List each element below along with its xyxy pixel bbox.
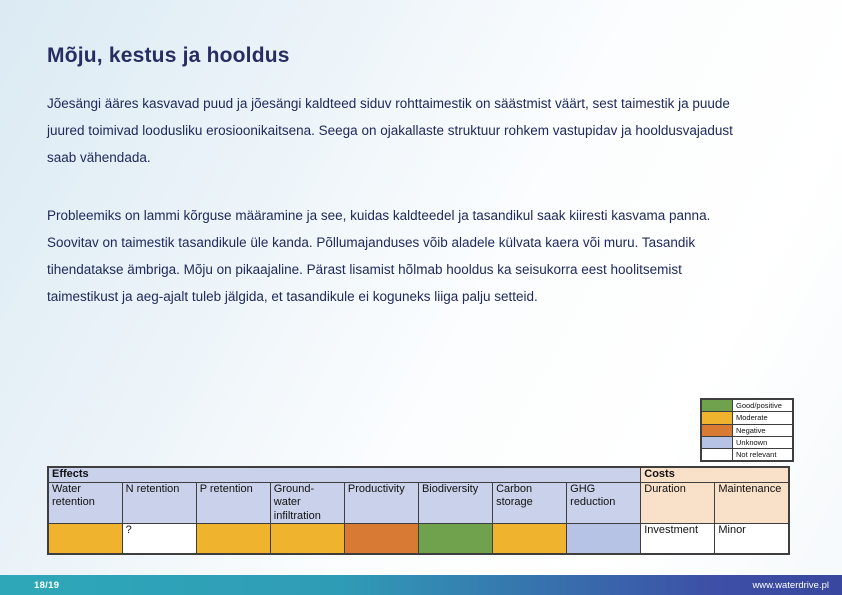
- effects-costs-table: [47, 466, 790, 555]
- footer-bar: [0, 575, 842, 595]
- legend-row: [702, 412, 792, 424]
- column-header-water-retention: Water retention: [48, 482, 122, 524]
- legend-label: Negative: [736, 425, 766, 435]
- rating-legend: [700, 398, 794, 462]
- page-number: 18/19: [34, 579, 60, 591]
- cost-cell-duration: Investment: [641, 524, 715, 555]
- rating-cell-water-retention: [48, 524, 122, 555]
- legend-row: [702, 437, 792, 449]
- column-header-ghg-reduction: GHG reduction: [567, 482, 641, 524]
- cost-cell-maintenance: Minor: [715, 524, 789, 555]
- rating-cell-carbon-storage: [493, 524, 567, 555]
- website-url: www.waterdrive.pl: [752, 579, 829, 591]
- rating-cell-biodiversity: [418, 524, 492, 555]
- column-header-row: [48, 482, 789, 524]
- page-title: Mõju, kestus ja hooldus: [47, 44, 290, 67]
- costs-group-header: Costs: [641, 467, 789, 482]
- effects-group-header: Effects: [48, 467, 641, 482]
- legend-row: [702, 400, 792, 412]
- legend-swatch-negative: [702, 425, 733, 436]
- group-header-row: [48, 467, 789, 482]
- rating-row: [48, 524, 789, 555]
- rating-cell-ghg-reduction: [567, 524, 641, 555]
- legend-swatch-unknown: [702, 437, 733, 448]
- column-header-productivity: Productivity: [344, 482, 418, 524]
- column-header-maintenance: Maintenance: [715, 482, 789, 524]
- legend-label: Good/positive: [736, 401, 782, 410]
- column-header-duration: Duration: [641, 482, 715, 524]
- paragraph-intro: Jõesängi ääres kasvavad puud ja jõesängi kaldteed siduv rohttaimestik on säästmist väärt, sest taimestik ja puude juured toimivad loodusliku erosioonikaitsena. Seega on ojakallaste struktuur rohkem vastupidav ja hooldusvajadust saab vähendada.: [47, 96, 733, 165]
- paragraph-details: Probleemiks on lammi kõrguse määramine ja see, kuidas kaldteedel ja tasandikul saak kiiresti kasvama panna. Soovitav on taimestik tasandikule üle kanda. Põllumajanduses võib aladele külvata kaera või muru. Tasandik tihendatakse ämbriga. Mõju on pikaajaline. Pärast lisamist hõlmab hooldus ka seisukorra eest hoolitsemist taimestikust ja aeg-ajalt tuleb jälgida, et tasandikule ei koguneks liiga palju setteid.: [47, 208, 711, 304]
- legend-swatch-not-relevant: [702, 449, 733, 460]
- legend-swatch-moderate: [702, 412, 733, 423]
- column-header-p-retention: P retention: [196, 482, 270, 524]
- legend-label: Unknown: [736, 437, 768, 447]
- column-header-n-retention: N retention: [122, 482, 196, 524]
- column-header-groundwater-infiltration: Ground-water infiltration: [270, 482, 344, 524]
- rating-cell-productivity: [344, 524, 418, 555]
- column-header-biodiversity: Biodiversity: [418, 482, 492, 524]
- rating-cell-groundwater-infiltration: [270, 524, 344, 555]
- rating-cell-p-retention: [196, 524, 270, 555]
- legend-row: [702, 425, 792, 437]
- legend-label: Not relevant: [736, 450, 777, 460]
- rating-cell-n-retention: ?: [122, 524, 196, 555]
- legend-swatch-good: [702, 400, 733, 411]
- column-header-carbon-storage: Carbon storage: [493, 482, 567, 524]
- legend-label: Moderate: [736, 413, 768, 423]
- legend-row: [702, 449, 792, 460]
